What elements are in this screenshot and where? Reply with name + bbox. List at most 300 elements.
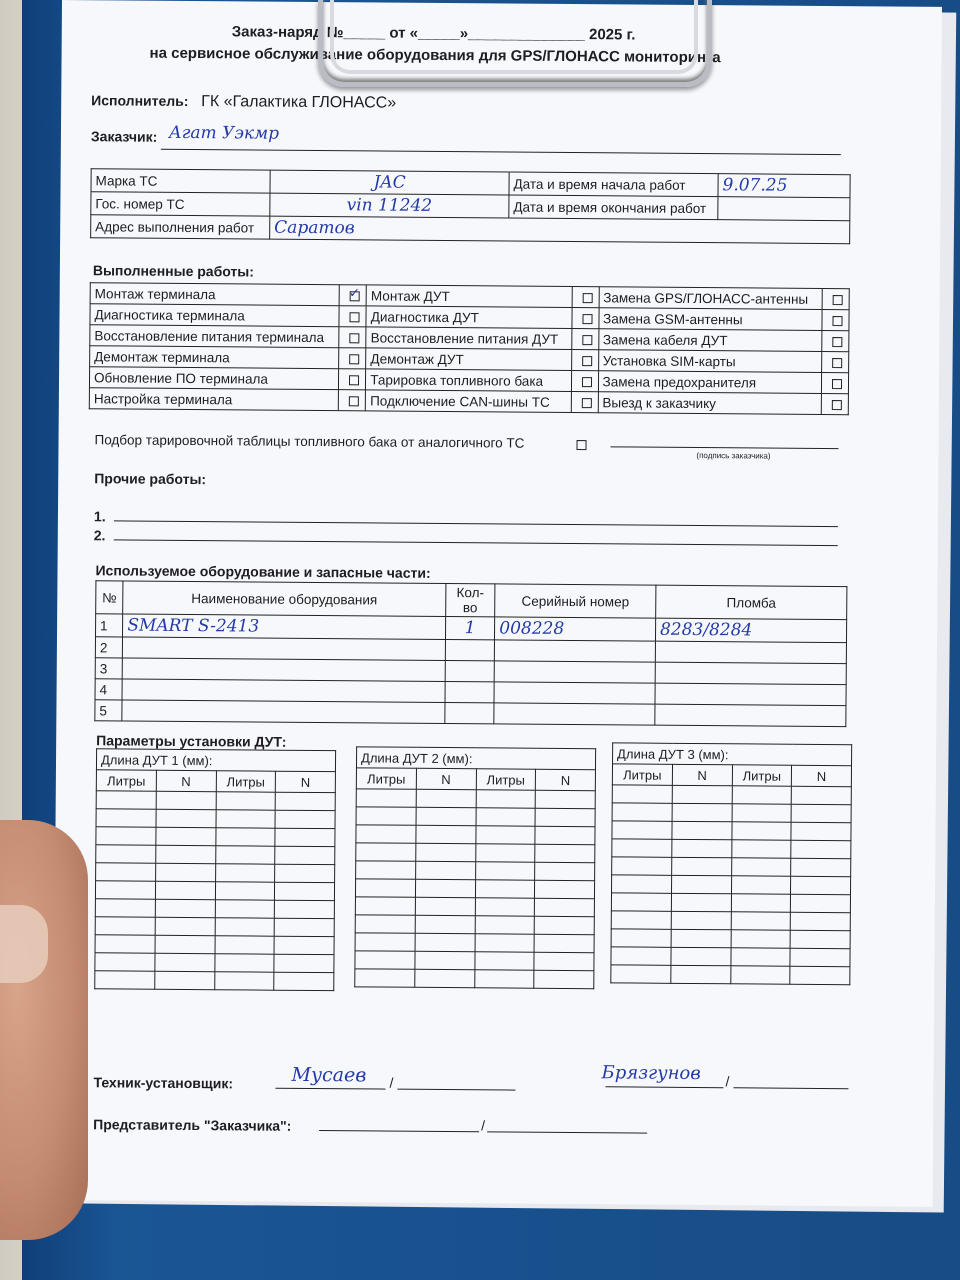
dut-cell[interactable] [535,898,595,916]
dut-table-2 [354,746,596,989]
dut-cell[interactable] [416,807,476,825]
dut-cell[interactable] [95,953,155,971]
work-item-label: Замена GPS/ГЛОНАСС-антенны [599,287,823,310]
customer-handwritten: Агат Уэкмр [168,122,280,144]
dut-cell[interactable] [535,862,595,880]
dut-cell[interactable] [415,951,475,969]
work-item-checkbox-cell[interactable] [571,371,598,392]
tech-sign-line-3 [605,1086,723,1088]
work-item-checkbox-cell[interactable] [822,330,849,351]
dut-title: Длина ДУТ 1 (мм): [96,749,335,772]
work-item-label: Замена предохранителя [598,371,822,394]
dut-cell[interactable] [475,916,535,934]
work-item-checkbox-cell[interactable] [571,350,598,371]
dut-row [612,821,851,841]
checkbox-icon[interactable] [581,398,591,408]
checkbox-icon[interactable] [582,356,592,366]
equipment-cell [123,637,446,661]
dut-cell[interactable] [274,936,334,954]
dut-cell[interactable] [356,789,416,807]
dut-cell[interactable] [95,917,155,935]
dut-cell[interactable] [611,893,671,911]
checkbox-icon[interactable] [832,400,842,410]
title-line-1: Заказ-наряд №_____ от «_____»______________ 2025 г. [231,23,636,44]
dut-column-header: N [416,768,476,789]
start-value: 9.07.25 [718,174,850,198]
dut-cell[interactable] [215,846,275,864]
dut-cell[interactable] [156,791,216,809]
work-item-checkbox-cell[interactable] [822,288,849,309]
dut-column-header: Литры [216,771,276,792]
dut-cell[interactable] [534,916,594,934]
work-item-checkbox-cell[interactable] [339,348,366,369]
dut-cell[interactable] [535,844,595,862]
checkbox-icon[interactable] [582,377,592,387]
equipment-cell [122,700,445,724]
work-item-checkbox-cell[interactable] [822,351,849,372]
dut-column-header: Литры [476,769,536,790]
dut-cell[interactable] [355,969,415,987]
dut-cell[interactable] [275,900,335,918]
dut-title: Длина ДУТ 2 (мм): [356,747,595,770]
end-value [718,197,850,221]
equipment-cell: 1 [95,614,122,637]
equipment-cell: 008228 [495,617,656,641]
rep-label: Представитель "Заказчика": [93,1116,292,1134]
dut-cell[interactable] [275,846,335,864]
dut-cell[interactable] [672,821,732,839]
dut-cell[interactable] [275,864,335,882]
dut-cell[interactable] [731,876,791,894]
work-item-label: Демонтаж терминала [90,346,339,369]
dut-cell[interactable] [611,947,671,965]
holding-thumb [0,820,88,1240]
dut-cell[interactable] [356,807,416,825]
dut-cell[interactable] [214,954,274,972]
dut-column-header: Литры [356,768,416,789]
work-item-checkbox-cell[interactable] [339,285,366,306]
dut-row [95,881,334,901]
dut-row [355,969,594,989]
dut-cell[interactable] [275,810,335,828]
dut-cell[interactable] [474,952,534,970]
dut-cell[interactable] [791,804,851,822]
dut-row [95,953,334,973]
dut-cell[interactable] [791,876,851,894]
dut-cell[interactable] [671,947,731,965]
equipment-cell [445,661,495,682]
work-item-label: Восстановление питания ДУТ [366,327,571,350]
dut-cell[interactable] [155,881,215,899]
work-item-checkbox-cell[interactable] [339,369,366,390]
work-item-label: Подключение CAN-шины ТС [366,390,571,413]
dut-cell[interactable] [731,912,791,930]
dut-cell[interactable] [356,861,416,879]
dut-cell[interactable] [671,893,731,911]
dut-cell[interactable] [731,858,791,876]
dut-cell[interactable] [275,882,335,900]
tech-slash-2: / [725,1073,730,1090]
dut-cell[interactable] [534,934,594,952]
dut-cell[interactable] [215,882,275,900]
equipment-cell: 4 [95,679,122,700]
dut-column-header: N [536,769,596,790]
equipment-cell: 3 [95,658,122,679]
dut-cell[interactable] [731,822,791,840]
tech-signature-1: Мусаев [291,1063,367,1087]
dut-cell[interactable] [475,880,535,898]
dut-cell[interactable] [475,898,535,916]
dut-cell[interactable] [215,936,275,954]
dut-cell[interactable] [476,808,536,826]
dut-row [95,971,334,991]
dut-cell[interactable] [612,857,672,875]
equipment-cell [122,679,445,703]
dut-cell[interactable] [95,881,155,899]
dut-row [96,809,335,829]
dut-row [612,803,851,823]
dut-cell[interactable] [611,911,671,929]
dut-cell[interactable] [274,918,334,936]
dut-cell[interactable] [535,826,595,844]
dut-cell[interactable] [671,875,731,893]
dut-cell[interactable] [155,953,215,971]
dut-row [356,843,595,863]
checkbox-icon[interactable] [349,375,359,385]
dut-cell[interactable] [474,970,534,988]
equipment-heading: Используемое оборудование и запасные части: [95,562,431,581]
dut-cell[interactable] [155,845,215,863]
equipment-cell: 5 [95,700,122,721]
checkbox-icon[interactable] [349,396,359,406]
dut-row [95,917,334,937]
executor-label: Исполнитель: [91,92,189,109]
dut-header-row [612,764,851,787]
dut-column-header: Литры [732,765,792,786]
dut-cell[interactable] [356,825,416,843]
dut-cell[interactable] [215,918,275,936]
checkbox-icon[interactable] [350,291,360,301]
dut-row [96,863,335,883]
equipment-table [94,580,847,727]
dut-cell[interactable] [415,897,475,915]
dut-cell[interactable] [95,971,155,989]
equipment-row [95,700,846,727]
dut-cell[interactable] [356,843,416,861]
dut-row [355,879,594,899]
dut-cell[interactable] [215,828,275,846]
dut-cell[interactable] [216,792,276,810]
address-label: Адрес выполнения работ [91,215,270,239]
work-item-label: Восстановление питания терминала [90,325,339,348]
rep-sign-line-1 [319,1130,479,1132]
work-item-checkbox-cell[interactable] [821,372,848,393]
work-item-label: Настройка терминала [89,388,338,411]
dut-row [355,915,594,935]
equipment-cell: 1 [445,617,495,640]
vehicle-table [90,168,851,244]
customer-signature-line [611,446,839,449]
dut-cell[interactable] [732,804,792,822]
dut-cell[interactable] [415,915,475,933]
dut-cell[interactable] [612,785,672,803]
dut-cell[interactable] [416,789,476,807]
dut-cell[interactable] [275,828,335,846]
dut-cell[interactable] [672,785,732,803]
dut-cell[interactable] [415,861,475,879]
dut-table-1 [94,748,336,991]
dut-row [612,857,851,877]
dut-cell[interactable] [96,809,156,827]
dut-row [355,933,594,953]
dut-cell[interactable] [730,948,790,966]
tariff-checkbox[interactable] [576,440,586,450]
dut-header-row [96,770,335,793]
dut-column-header: N [672,764,732,785]
work-item-label: Демонтаж ДУТ [366,348,571,371]
dut-cell[interactable] [156,809,216,827]
checkbox-icon[interactable] [833,295,843,305]
dut-row [96,827,335,847]
dut-title-row [356,747,595,770]
dut-cell[interactable] [611,929,671,947]
dut-heading: Параметры установки ДУТ: [96,732,287,750]
dut-cell[interactable] [672,839,732,857]
dut-cell[interactable] [215,864,275,882]
other-item-2: 2. [93,527,106,544]
equipment-cell [494,661,655,683]
dut-cell[interactable] [216,810,276,828]
title-line-2: на сервисное обслуживание оборудования для GPS/ГЛОНАСС мониторинга [149,44,721,67]
works-table [89,282,850,415]
tariff-label: Подбор тарировочной таблицы топливного бака от аналогичного ТС [94,432,525,451]
dut-cell[interactable] [791,894,851,912]
dut-row [611,965,850,985]
work-item-checkbox-cell[interactable] [339,306,366,327]
plate-label: Гос. номер ТС [91,192,270,216]
dut-row [96,791,335,811]
rep-sign-line-2 [487,1131,647,1133]
work-item-checkbox-cell[interactable] [571,392,598,413]
work-item-checkbox-cell[interactable] [821,393,848,414]
dut-cell[interactable] [415,969,475,987]
dut-cell[interactable] [671,911,731,929]
tech-signature-2: Брязгунов [601,1062,701,1085]
dut-cell[interactable] [415,933,475,951]
end-label: Дата и время окончания работ [509,195,718,220]
work-item-label: Диагностика ДУТ [366,306,571,329]
dut-cell[interactable] [155,863,215,881]
work-item-label: Замена GSM-антенны [599,308,823,331]
dut-cell[interactable] [96,863,156,881]
dut-cell[interactable] [671,929,731,947]
equipment-cell [122,658,445,682]
checkbox-icon[interactable] [832,337,842,347]
tech-label: Техник-установщик: [93,1074,234,1092]
brand-value: JAC [270,170,509,195]
work-item-checkbox-cell[interactable] [571,329,598,350]
dut-row [95,935,334,955]
dut-cell[interactable] [534,970,594,988]
dut-row [96,845,335,865]
equipment-cell [445,640,495,661]
brand-label: Марка ТС [91,169,270,193]
equipment-cell [495,640,656,662]
dut-cell[interactable] [355,897,415,915]
equipment-cell [655,704,846,727]
dut-cell[interactable] [612,803,672,821]
equipment-column-header: Пломба [656,585,847,619]
rep-slash: / [481,1117,486,1134]
dut-row [95,899,334,919]
dut-cell[interactable] [475,826,535,844]
dut-cell[interactable] [415,843,475,861]
equipment-column-header: Кол-во [445,584,495,617]
dut-cell[interactable] [96,791,156,809]
plate-value: vin 11242 [270,193,509,218]
checkbox-icon[interactable] [349,354,359,364]
dut-cell[interactable] [275,792,335,810]
dut-cell[interactable] [791,822,851,840]
work-item-checkbox-cell[interactable] [339,390,366,411]
dut-cell[interactable] [274,972,334,990]
dut-cell[interactable] [790,912,850,930]
work-item-label: Тарировка топливного бака [366,369,571,392]
signature-caption: (подпись заказчика) [696,450,771,461]
dut-row [355,897,594,917]
dut-row [611,893,850,913]
dut-column-header: N [792,765,852,786]
dut-cell[interactable] [95,899,155,917]
dut-title-row [96,749,335,772]
work-item-checkbox-cell[interactable] [822,309,849,330]
dut-cell[interactable] [355,951,415,969]
dut-title: Длина ДУТ 3 (мм): [613,743,852,766]
dut-cell[interactable] [415,879,475,897]
dut-cell[interactable] [355,879,415,897]
executor-value: ГК «Галактика ГЛОНАСС» [201,93,397,112]
dut-cell[interactable] [534,952,594,970]
dut-cell[interactable] [215,900,275,918]
dut-cell[interactable] [475,934,535,952]
work-item-checkbox-cell[interactable] [572,287,599,308]
customer-label: Заказчик: [90,128,158,145]
checkbox-icon[interactable] [350,333,360,343]
dut-cell[interactable] [671,857,731,875]
dut-cell[interactable] [732,786,792,804]
dut-cell[interactable] [96,827,156,845]
dut-column-header: Литры [612,764,672,785]
dut-cell[interactable] [476,790,536,808]
dut-cell[interactable] [790,948,850,966]
other-line-2 [114,539,838,546]
dut-cell[interactable] [671,965,731,983]
dut-cell[interactable] [475,844,535,862]
dut-cell[interactable] [611,965,671,983]
dut-cell[interactable] [95,935,155,953]
dut-row [612,785,851,805]
dut-cell[interactable] [730,966,790,984]
dut-row [612,839,851,859]
dut-cell[interactable] [731,930,791,948]
dut-cell[interactable] [790,930,850,948]
checkbox-icon[interactable] [582,293,592,303]
dut-cell[interactable] [96,845,156,863]
dut-column-header: N [276,771,336,792]
customer-line [161,149,841,155]
dut-row [356,789,595,809]
equipment-cell: SMART S-2413 [123,614,446,640]
checkbox-icon[interactable] [582,335,592,345]
equipment-cell [445,703,495,724]
dut-cell[interactable] [475,862,535,880]
dut-cell[interactable] [155,917,215,935]
clipboard-clip-inner [330,0,698,74]
other-line-1 [114,520,838,527]
other-works-heading: Прочие работы: [94,470,207,488]
equipment-cell [655,662,846,685]
dut-cell[interactable] [154,971,214,989]
dut-cell[interactable] [355,915,415,933]
dut-cell[interactable] [790,966,850,984]
dut-cell[interactable] [731,840,791,858]
dut-cell[interactable] [612,875,672,893]
dut-title-row [613,743,852,766]
dut-cell[interactable] [791,858,851,876]
dut-cell[interactable] [416,825,476,843]
works-heading: Выполненные работы: [92,262,255,280]
dut-cell[interactable] [672,803,732,821]
dut-cell[interactable] [791,786,851,804]
dut-cell[interactable] [535,808,595,826]
dut-cell[interactable] [355,933,415,951]
dut-header-row [356,768,595,791]
checkbox-icon[interactable] [832,358,842,368]
work-item-label: Установка SIM-карты [598,350,822,373]
work-item-checkbox-cell[interactable] [572,308,599,329]
dut-cell[interactable] [155,935,215,953]
equipment-column-header: Наименование оборудования [123,581,446,617]
work-item-label: Выезд к заказчику [598,392,822,415]
dut-row [356,825,595,845]
dut-cell[interactable] [612,821,672,839]
equipment-cell: 2 [95,637,122,658]
equipment-cell: 8283/8284 [655,618,846,643]
dut-cell[interactable] [612,839,672,857]
checkbox-icon[interactable] [350,312,360,322]
dut-row [356,861,595,881]
dut-cell[interactable] [156,827,216,845]
thumb-nail [0,905,48,983]
dut-cell[interactable] [535,880,595,898]
equipment-cell [445,682,495,703]
dut-cell[interactable] [155,899,215,917]
checkbox-icon[interactable] [832,379,842,389]
work-item-label: Диагностика терминала [90,304,339,327]
dut-cell[interactable] [535,790,595,808]
dut-cell[interactable] [214,972,274,990]
dut-row [612,875,851,895]
dut-cell[interactable] [274,954,334,972]
work-item-checkbox-cell[interactable] [339,327,366,348]
dut-cell[interactable] [791,840,851,858]
tech-slash-1: / [389,1074,394,1091]
checkbox-icon[interactable] [582,314,592,324]
dut-row [611,947,850,967]
work-item-label: Замена кабеля ДУТ [598,329,822,352]
dut-cell[interactable] [731,894,791,912]
checkbox-icon[interactable] [832,316,842,326]
